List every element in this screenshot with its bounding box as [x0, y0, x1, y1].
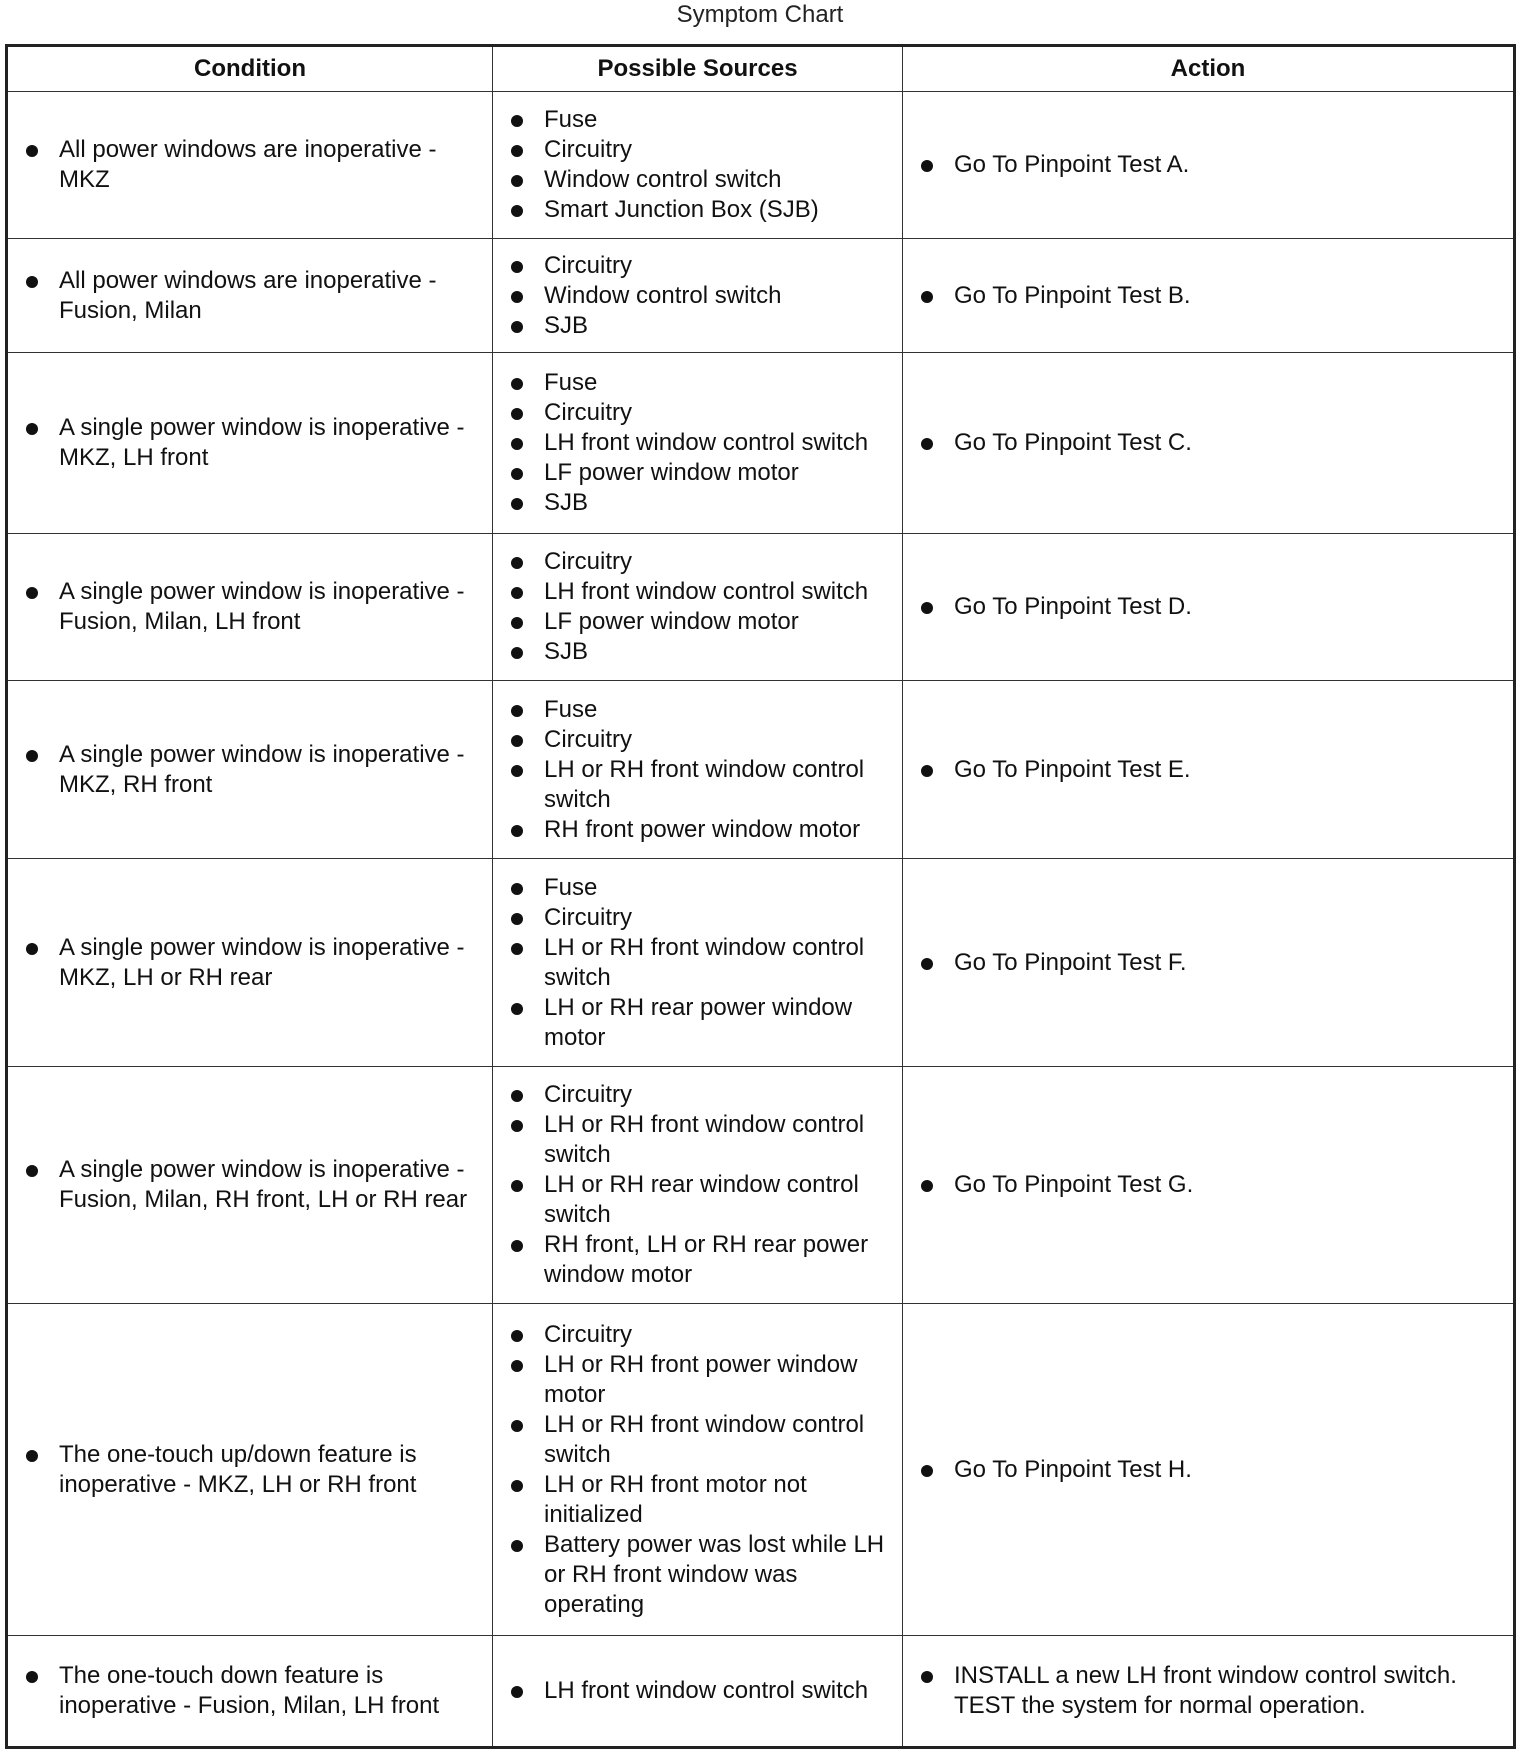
- source-item: SJB: [511, 311, 892, 341]
- condition-cell: [7, 681, 493, 859]
- action-text: INSTALL a new LH front window control switch. TEST the system for normal operation.: [921, 1661, 1503, 1721]
- source-item: SJB: [511, 637, 892, 667]
- source-item: LH or RH rear window control switch: [511, 1170, 892, 1230]
- possible-sources-cell: [493, 534, 903, 681]
- action-cell-list: [921, 1661, 1503, 1721]
- possible-sources-cell: [493, 239, 903, 353]
- action-cell-list: [921, 1170, 1503, 1200]
- action-cell: [903, 681, 1515, 859]
- possible-sources-cell: [493, 1067, 903, 1304]
- source-item: Circuitry: [511, 135, 892, 165]
- condition-cell-list: [26, 933, 482, 993]
- action-cell: [903, 1636, 1515, 1748]
- action-cell: [903, 92, 1515, 239]
- action-cell-list: [921, 281, 1503, 311]
- condition-text: The one-touch down feature is inoperative - Fusion, Milan, LH front: [26, 1661, 482, 1721]
- action-cell: [903, 353, 1515, 534]
- source-item: LH or RH front window control switch: [511, 1410, 892, 1470]
- action-text: Go To Pinpoint Test G.: [921, 1170, 1503, 1200]
- condition-cell: [7, 859, 493, 1067]
- source-item: Circuitry: [511, 725, 892, 755]
- table-row: [7, 239, 1515, 353]
- source-item: Battery power was lost while LH or RH front window was operating: [511, 1530, 892, 1620]
- action-cell: [903, 1304, 1515, 1636]
- condition-cell: [7, 1067, 493, 1304]
- source-item: LH or RH front window control switch: [511, 933, 892, 993]
- condition-cell-list: [26, 1155, 482, 1215]
- possible-sources-cell-list: [511, 1080, 892, 1290]
- condition-cell: [7, 534, 493, 681]
- table-body: [7, 92, 1515, 1748]
- possible-sources-cell-list: [511, 1676, 892, 1706]
- action-cell: [903, 859, 1515, 1067]
- action-cell-list: [921, 592, 1503, 622]
- source-item: Smart Junction Box (SJB): [511, 195, 892, 225]
- possible-sources-cell-list: [511, 105, 892, 225]
- condition-cell-list: [26, 1661, 482, 1721]
- table-row: [7, 1304, 1515, 1636]
- action-text: Go To Pinpoint Test B.: [921, 281, 1503, 311]
- source-item: LH front window control switch: [511, 577, 892, 607]
- condition-cell: [7, 1304, 493, 1636]
- possible-sources-cell-list: [511, 547, 892, 667]
- source-item: LF power window motor: [511, 607, 892, 637]
- source-item: Fuse: [511, 368, 892, 398]
- possible-sources-cell-list: [511, 251, 892, 341]
- source-item: Fuse: [511, 105, 892, 135]
- condition-text: A single power window is inoperative - Fusion, Milan, RH front, LH or RH rear: [26, 1155, 482, 1215]
- source-item: Fuse: [511, 695, 892, 725]
- source-item: LH or RH front window control switch: [511, 755, 892, 815]
- header-possible-sources: Possible Sources: [493, 46, 903, 92]
- possible-sources-cell: [493, 1636, 903, 1748]
- condition-cell-list: [26, 266, 482, 326]
- action-cell-list: [921, 755, 1503, 785]
- possible-sources-cell-list: [511, 873, 892, 1053]
- condition-cell: [7, 239, 493, 353]
- source-item: LH or RH front window control switch: [511, 1110, 892, 1170]
- source-item: Circuitry: [511, 547, 892, 577]
- source-item: Window control switch: [511, 281, 892, 311]
- condition-cell-list: [26, 1440, 482, 1500]
- condition-text: All power windows are inoperative - MKZ: [26, 135, 482, 195]
- condition-text: A single power window is inoperative - MKZ, LH front: [26, 413, 482, 473]
- condition-cell-list: [26, 577, 482, 637]
- header-condition: Condition: [7, 46, 493, 92]
- source-item: LH or RH front power window motor: [511, 1350, 892, 1410]
- source-item: LF power window motor: [511, 458, 892, 488]
- possible-sources-cell: [493, 859, 903, 1067]
- source-item: Circuitry: [511, 903, 892, 933]
- source-item: Window control switch: [511, 165, 892, 195]
- condition-cell-list: [26, 740, 482, 800]
- possible-sources-cell: [493, 92, 903, 239]
- table-row: [7, 353, 1515, 534]
- source-item: RH front power window motor: [511, 815, 892, 845]
- action-cell-list: [921, 150, 1503, 180]
- action-cell: [903, 1067, 1515, 1304]
- source-item: LH front window control switch: [511, 428, 892, 458]
- possible-sources-cell-list: [511, 368, 892, 518]
- possible-sources-cell: [493, 681, 903, 859]
- action-text: Go To Pinpoint Test D.: [921, 592, 1503, 622]
- condition-text: The one-touch up/down feature is inoperative - MKZ, LH or RH front: [26, 1440, 482, 1500]
- possible-sources-cell: [493, 1304, 903, 1636]
- source-item: SJB: [511, 488, 892, 518]
- action-text: Go To Pinpoint Test F.: [921, 948, 1503, 978]
- action-cell: [903, 239, 1515, 353]
- condition-cell: [7, 92, 493, 239]
- condition-cell-list: [26, 135, 482, 195]
- possible-sources-cell-list: [511, 695, 892, 845]
- action-text: Go To Pinpoint Test E.: [921, 755, 1503, 785]
- condition-text: All power windows are inoperative - Fusion, Milan: [26, 266, 482, 326]
- table-row: [7, 1067, 1515, 1304]
- source-item: RH front, LH or RH rear power window motor: [511, 1230, 892, 1290]
- table-row: [7, 1636, 1515, 1748]
- condition-text: A single power window is inoperative - MKZ, LH or RH rear: [26, 933, 482, 993]
- source-item: LH front window control switch: [511, 1676, 892, 1706]
- page-title: Symptom Chart: [676, 1, 844, 28]
- source-item: Circuitry: [511, 1080, 892, 1110]
- symptom-chart-table: [5, 44, 1516, 1749]
- action-cell: [903, 534, 1515, 681]
- table-header-row: [7, 46, 1515, 92]
- table-row: [7, 681, 1515, 859]
- condition-cell: [7, 353, 493, 534]
- possible-sources-cell-list: [511, 1320, 892, 1620]
- action-cell-list: [921, 428, 1503, 458]
- table-row: [7, 859, 1515, 1067]
- action-cell-list: [921, 948, 1503, 978]
- source-item: Fuse: [511, 873, 892, 903]
- action-cell-list: [921, 1455, 1503, 1485]
- source-item: Circuitry: [511, 1320, 892, 1350]
- action-text: Go To Pinpoint Test A.: [921, 150, 1503, 180]
- condition-text: A single power window is inoperative - MKZ, RH front: [26, 740, 482, 800]
- header-action: Action: [903, 46, 1515, 92]
- source-item: Circuitry: [511, 398, 892, 428]
- action-text: Go To Pinpoint Test C.: [921, 428, 1503, 458]
- action-text: Go To Pinpoint Test H.: [921, 1455, 1503, 1485]
- possible-sources-cell: [493, 353, 903, 534]
- condition-cell: [7, 1636, 493, 1748]
- source-item: Circuitry: [511, 251, 892, 281]
- table-row: [7, 92, 1515, 239]
- condition-cell-list: [26, 413, 482, 473]
- table-row: [7, 534, 1515, 681]
- source-item: LH or RH rear power window motor: [511, 993, 892, 1053]
- condition-text: A single power window is inoperative - Fusion, Milan, LH front: [26, 577, 482, 637]
- source-item: LH or RH front motor not initialized: [511, 1470, 892, 1530]
